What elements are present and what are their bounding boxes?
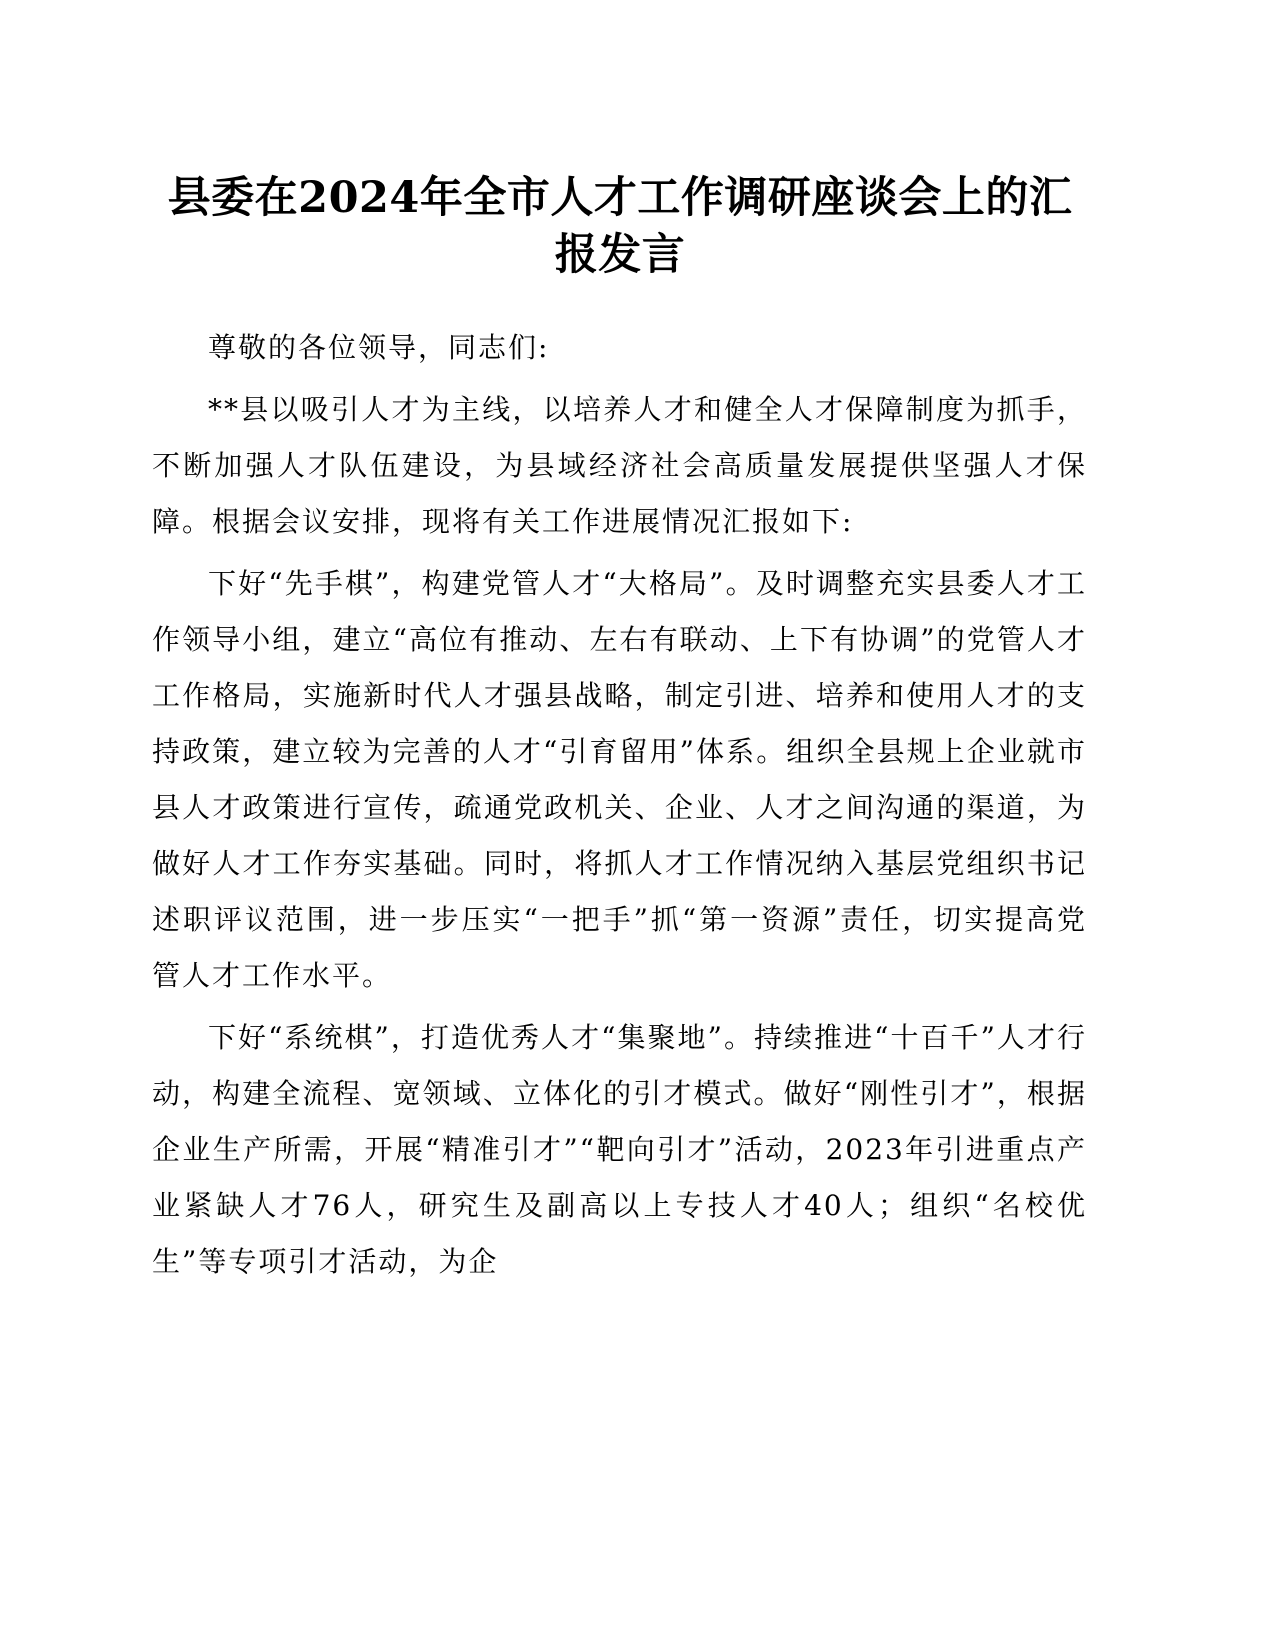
paragraph-intro: **县以吸引人才为主线，以培养人才和健全人才保障制度为抓手，不断加强人才队伍建设，为县域经济社会高质量发展提供坚强人才保障。根据会议安排，现将有关工作进展情况汇报如下: (152, 393, 1087, 538)
paragraph-system-move: 下好“系统棋”，打造优秀人才“集聚地”。持续推进“十百千”人才行动，构建全流程、宽领域、立体化的引才模式。做好“刚性引才”，根据企业生产所需，开展“精准引才”“靶向引才”活动，2023年引进重点产业紧缺人才76人，研究生及副高以上专技人才40人；组织“名校优生”等专项引才活动，为企 (152, 1021, 1087, 1278)
salutation: 尊敬的各位领导，同志们: (208, 331, 550, 364)
document-title: 县委在2024年全市人才工作调研座谈会上的汇报发言 (167, 173, 1073, 280)
document-body (152, 320, 1087, 1296)
paragraph-first-move: 下好“先手棋”，构建党管人才“大格局”。及时调整充实县委人才工作领导小组，建立“高位有推动、左右有联动、上下有协调”的党管人才工作格局，实施新时代人才强县战略，制定引进、培养和使用人才的支持政策，建立较为完善的人才“引育留用”体系。组织全县规上企业就市县人才政策进行宣传，疏通党政机关、企业、人才之间沟通的渠道，为做好人才工作夯实基础。同时，将抓人才工作情况纳入基层党组织书记述职评议范围，进一步压实“一把手”抓“第一资源”责任，切实提高党管人才工作水平。 (152, 567, 1087, 992)
